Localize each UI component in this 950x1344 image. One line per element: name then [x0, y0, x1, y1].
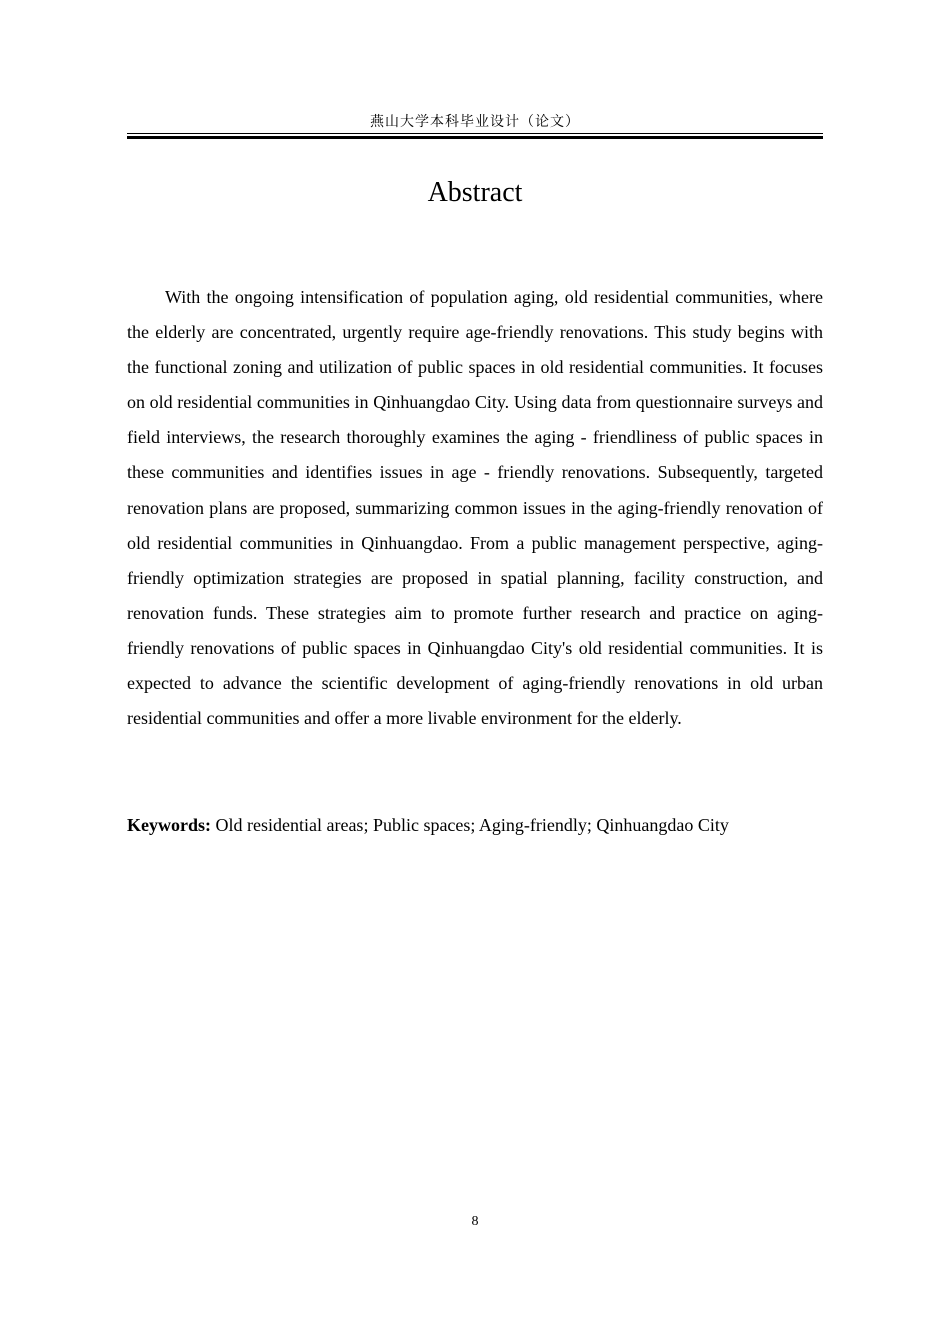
header-divider-thin — [127, 133, 823, 134]
header-divider-thick — [127, 136, 823, 139]
running-header: 燕山大学本科毕业设计（论文） — [370, 114, 580, 130]
abstract-paragraph: With the ongoing intensification of population aging, old residential communities, where the elderly are concentrated, urgently require age-friendly renovations. This study begins with the functional zoning and utilization of public spaces in old residential communities. It focuses on old residential communities in Qinhuangdao City. Using data from questionnaire surveys and field interviews, the research thoroughly examines the aging - friendliness of public spaces in these communities and identifies issues in age - friendly renovations. Subsequently, targeted renovation plans are proposed, summarizing common issues in the aging-friendly renovation of old residential communities in Qinhuangdao. From a public management perspective, aging-friendly optimization strategies are proposed in spatial planning, facility construction, and renovation funds. These strategies aim to promote further research and practice on aging-friendly renovations of public spaces in Qinhuangdao City's old residential communities. It is expected to advance the scientific development of aging-friendly renovations in old urban residential communities and offer a more livable environment for the elderly. — [127, 287, 823, 729]
keywords-line — [127, 808, 823, 843]
keywords-text: Old residential areas; Public spaces; Aging-friendly; Qinhuangdao City — [211, 815, 729, 835]
abstract-heading: Abstract — [427, 177, 523, 208]
page-number: 8 — [471, 1214, 479, 1229]
keywords-label: Keywords: — [127, 815, 211, 835]
